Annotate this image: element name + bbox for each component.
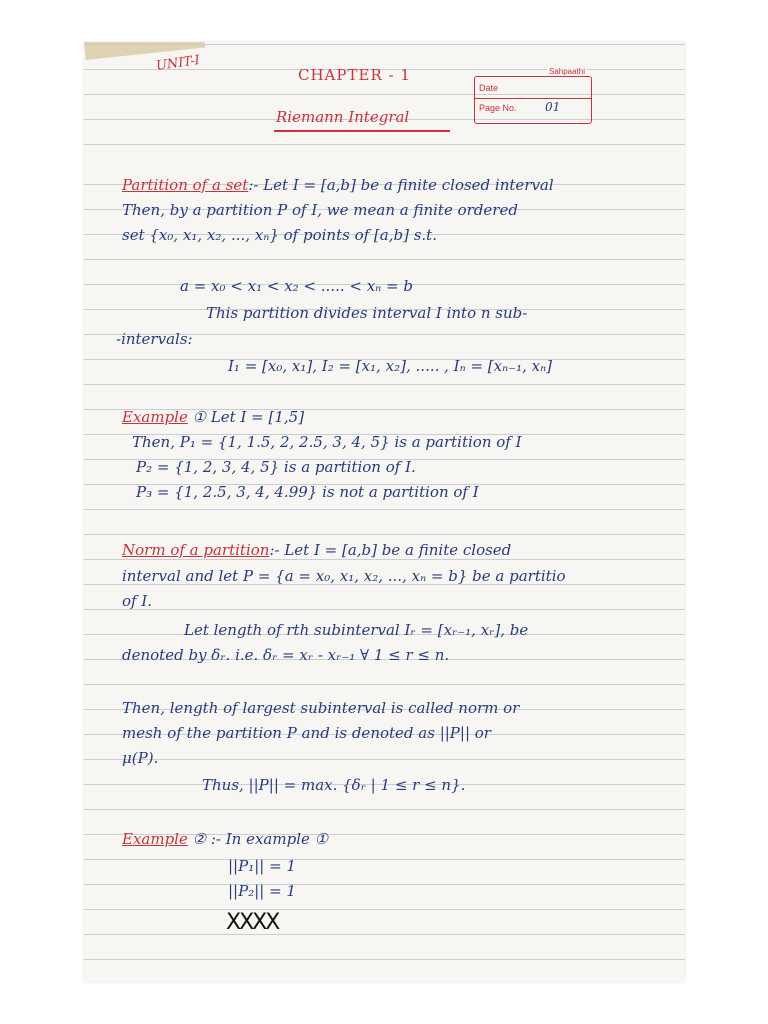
line-text: Then, P₁ = {1, 1.5, 2, 2.5, 3, 4, 5} is a partition of I [132,433,522,451]
title-underline [274,130,450,132]
heading-example-1: Example [122,408,188,426]
chapter-heading: CHAPTER - 1 [298,66,411,84]
notebook-brand: Sahpaathi [548,67,585,76]
line-inequality: a = x₀ < x₁ < x₂ < ..... < xₙ = b [180,277,413,295]
line-text: -intervals: [116,330,193,348]
line-text: mesh of the partition P and is denoted as ||P|| or [122,724,491,742]
line-text: ||P₁|| = 1 [228,857,296,875]
line-text: P₃ = {1, 2.5, 3, 4, 4.99} is not a partition of I [136,483,479,501]
line-partition-definition [122,176,554,194]
line-text: μ(P). [122,749,159,767]
line-text: :- Let I = [a,b] be a finite closed interval [248,176,554,194]
date-divider [475,98,591,99]
line-text: Then, by a partition P of I, we mean a finite ordered [122,201,518,219]
line-norm-definition [122,541,511,559]
line-text: ② :- In example ① [187,830,329,848]
date-page-box [474,67,592,124]
page-title: Riemann Integral [276,108,410,126]
line-example-1 [122,408,304,426]
line-text: denoted by δᵣ. i.e. δᵣ = xᵣ - xᵣ₋₁ ∀ 1 ≤ r ≤ n. [122,646,450,664]
line-text: of I. [122,592,153,610]
unit-label: UNIT-I [155,53,201,74]
page-number: 01 [545,100,561,114]
line-text: ||P₂|| = 1 [228,882,296,900]
line-text: ① Let I = [1,5] [187,408,305,426]
line-text: Let length of rth subinterval Iᵣ = [xᵣ₋₁, xᵣ], be [184,621,529,639]
line-subintervals: I₁ = [x₀, x₁], I₂ = [x₁, x₂], ..... , Iₙ = [xₙ₋₁, xₙ] [228,357,553,375]
line-text: This partition divides interval I into n sub- [206,304,528,322]
line-text: :- Let I = [a,b] be a finite closed [269,541,512,559]
heading-norm: Norm of a partition [122,541,270,559]
heading-example-2: Example [122,830,188,848]
date-label: Date [479,83,499,93]
line-text: P₂ = {1, 2, 3, 4, 5} is a partition of I. [136,458,416,476]
line-text: set {x₀, x₁, x₂, ..., xₙ} of points of [a,b] s.t. [122,226,437,244]
line-norm-formula: Thus, ||P|| = max. {δᵣ | 1 ≤ r ≤ n}. [202,776,466,794]
heading-partition: Partition of a set [122,176,249,194]
page-no-label: Page No. [479,103,517,113]
line-example-2 [122,830,328,848]
line-text: Then, length of largest subinterval is called norm or [122,699,520,717]
notebook-page [84,42,685,982]
cross-out-marks: XXXX [226,910,279,935]
line-text: interval and let P = {a = x₀, x₁, x₂, ..., xₙ = b} be a partitio [122,567,566,585]
